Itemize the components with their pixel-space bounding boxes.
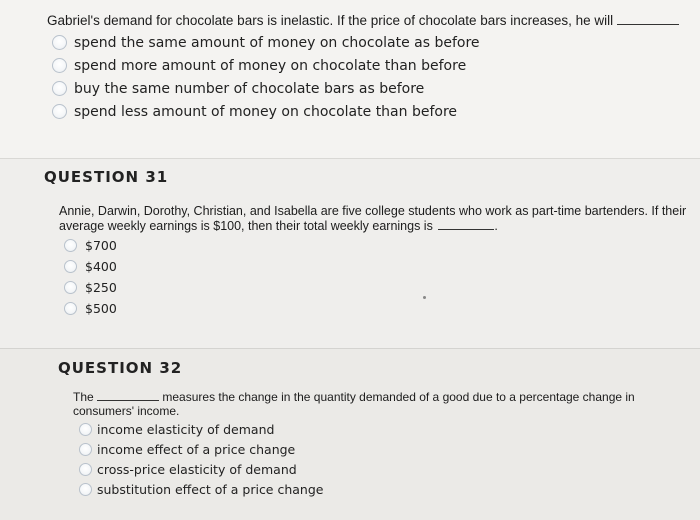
option-label: cross-price elasticity of demand — [97, 461, 297, 477]
option-label: spend more amount of money on chocolate than before — [74, 57, 467, 74]
radio-button[interactable] — [52, 81, 67, 96]
question-31-option-1[interactable] — [64, 235, 117, 256]
question-31-option-2[interactable] — [64, 256, 117, 277]
question-32-prompt — [73, 390, 673, 418]
question-31-heading: QUESTION 31 — [44, 168, 169, 186]
question-32-heading: QUESTION 32 — [58, 359, 183, 377]
question-30-option-1[interactable] — [52, 31, 480, 54]
question-32-option-1[interactable] — [79, 419, 323, 439]
question-30-answer-blank — [617, 24, 679, 25]
radio-button[interactable] — [52, 35, 67, 50]
option-label: income effect of a price change — [97, 441, 296, 457]
question-30-block — [0, 0, 700, 158]
option-label: $500 — [85, 301, 117, 316]
option-label: spend less amount of money on chocolate than before — [74, 103, 458, 120]
question-30-option-3[interactable] — [52, 77, 480, 100]
radio-button[interactable] — [64, 281, 77, 294]
radio-button[interactable] — [79, 483, 92, 496]
radio-button[interactable] — [79, 423, 92, 436]
question-31-block — [0, 158, 700, 349]
question-31-option-3[interactable] — [64, 277, 117, 298]
option-label: $400 — [85, 259, 117, 274]
question-30-option-4[interactable] — [52, 100, 480, 123]
radio-button[interactable] — [79, 443, 92, 456]
stray-dot — [423, 296, 426, 299]
question-30-option-2[interactable] — [52, 54, 480, 77]
option-label: buy the same number of chocolate bars as before — [74, 80, 425, 97]
question-30-options — [52, 31, 480, 123]
question-32-block — [0, 348, 700, 520]
question-31-options — [64, 235, 117, 319]
question-31-prompt-text: Annie, Darwin, Dorothy, Christian, and Isabella are five college students who work as part-time bartenders. If their average weekly earnings is $100, then their total weekly earnings is — [59, 204, 687, 233]
question-32-prompt-start: The — [73, 390, 94, 404]
option-label: $700 — [85, 238, 117, 253]
radio-button[interactable] — [64, 239, 77, 252]
question-31-prompt — [59, 204, 699, 234]
question-30-prompt — [47, 13, 679, 29]
question-30-prompt-text: Gabriel's demand for chocolate bars is inelastic. If the price of chocolate bars increases, he will — [47, 13, 614, 28]
option-label: spend the same amount of money on chocolate as before — [74, 34, 480, 51]
option-label: income elasticity of demand — [97, 421, 275, 437]
radio-button[interactable] — [52, 58, 67, 73]
question-31-answer-blank — [438, 229, 494, 230]
question-32-prompt-text: measures the change in the quantity demanded of a good due to a percentage change in consumers' income. — [73, 390, 635, 418]
option-label: substitution effect of a price change — [97, 481, 324, 497]
radio-button[interactable] — [79, 463, 92, 476]
option-label: $250 — [85, 280, 117, 295]
question-32-option-2[interactable] — [79, 439, 323, 459]
question-32-options — [79, 419, 323, 499]
question-32-answer-blank — [97, 400, 159, 401]
question-31-prompt-end: . — [494, 219, 498, 233]
question-31-option-4[interactable] — [64, 298, 117, 319]
radio-button[interactable] — [64, 260, 77, 273]
radio-button[interactable] — [64, 302, 77, 315]
question-32-option-3[interactable] — [79, 459, 323, 479]
question-32-option-4[interactable] — [79, 479, 323, 499]
radio-button[interactable] — [52, 104, 67, 119]
